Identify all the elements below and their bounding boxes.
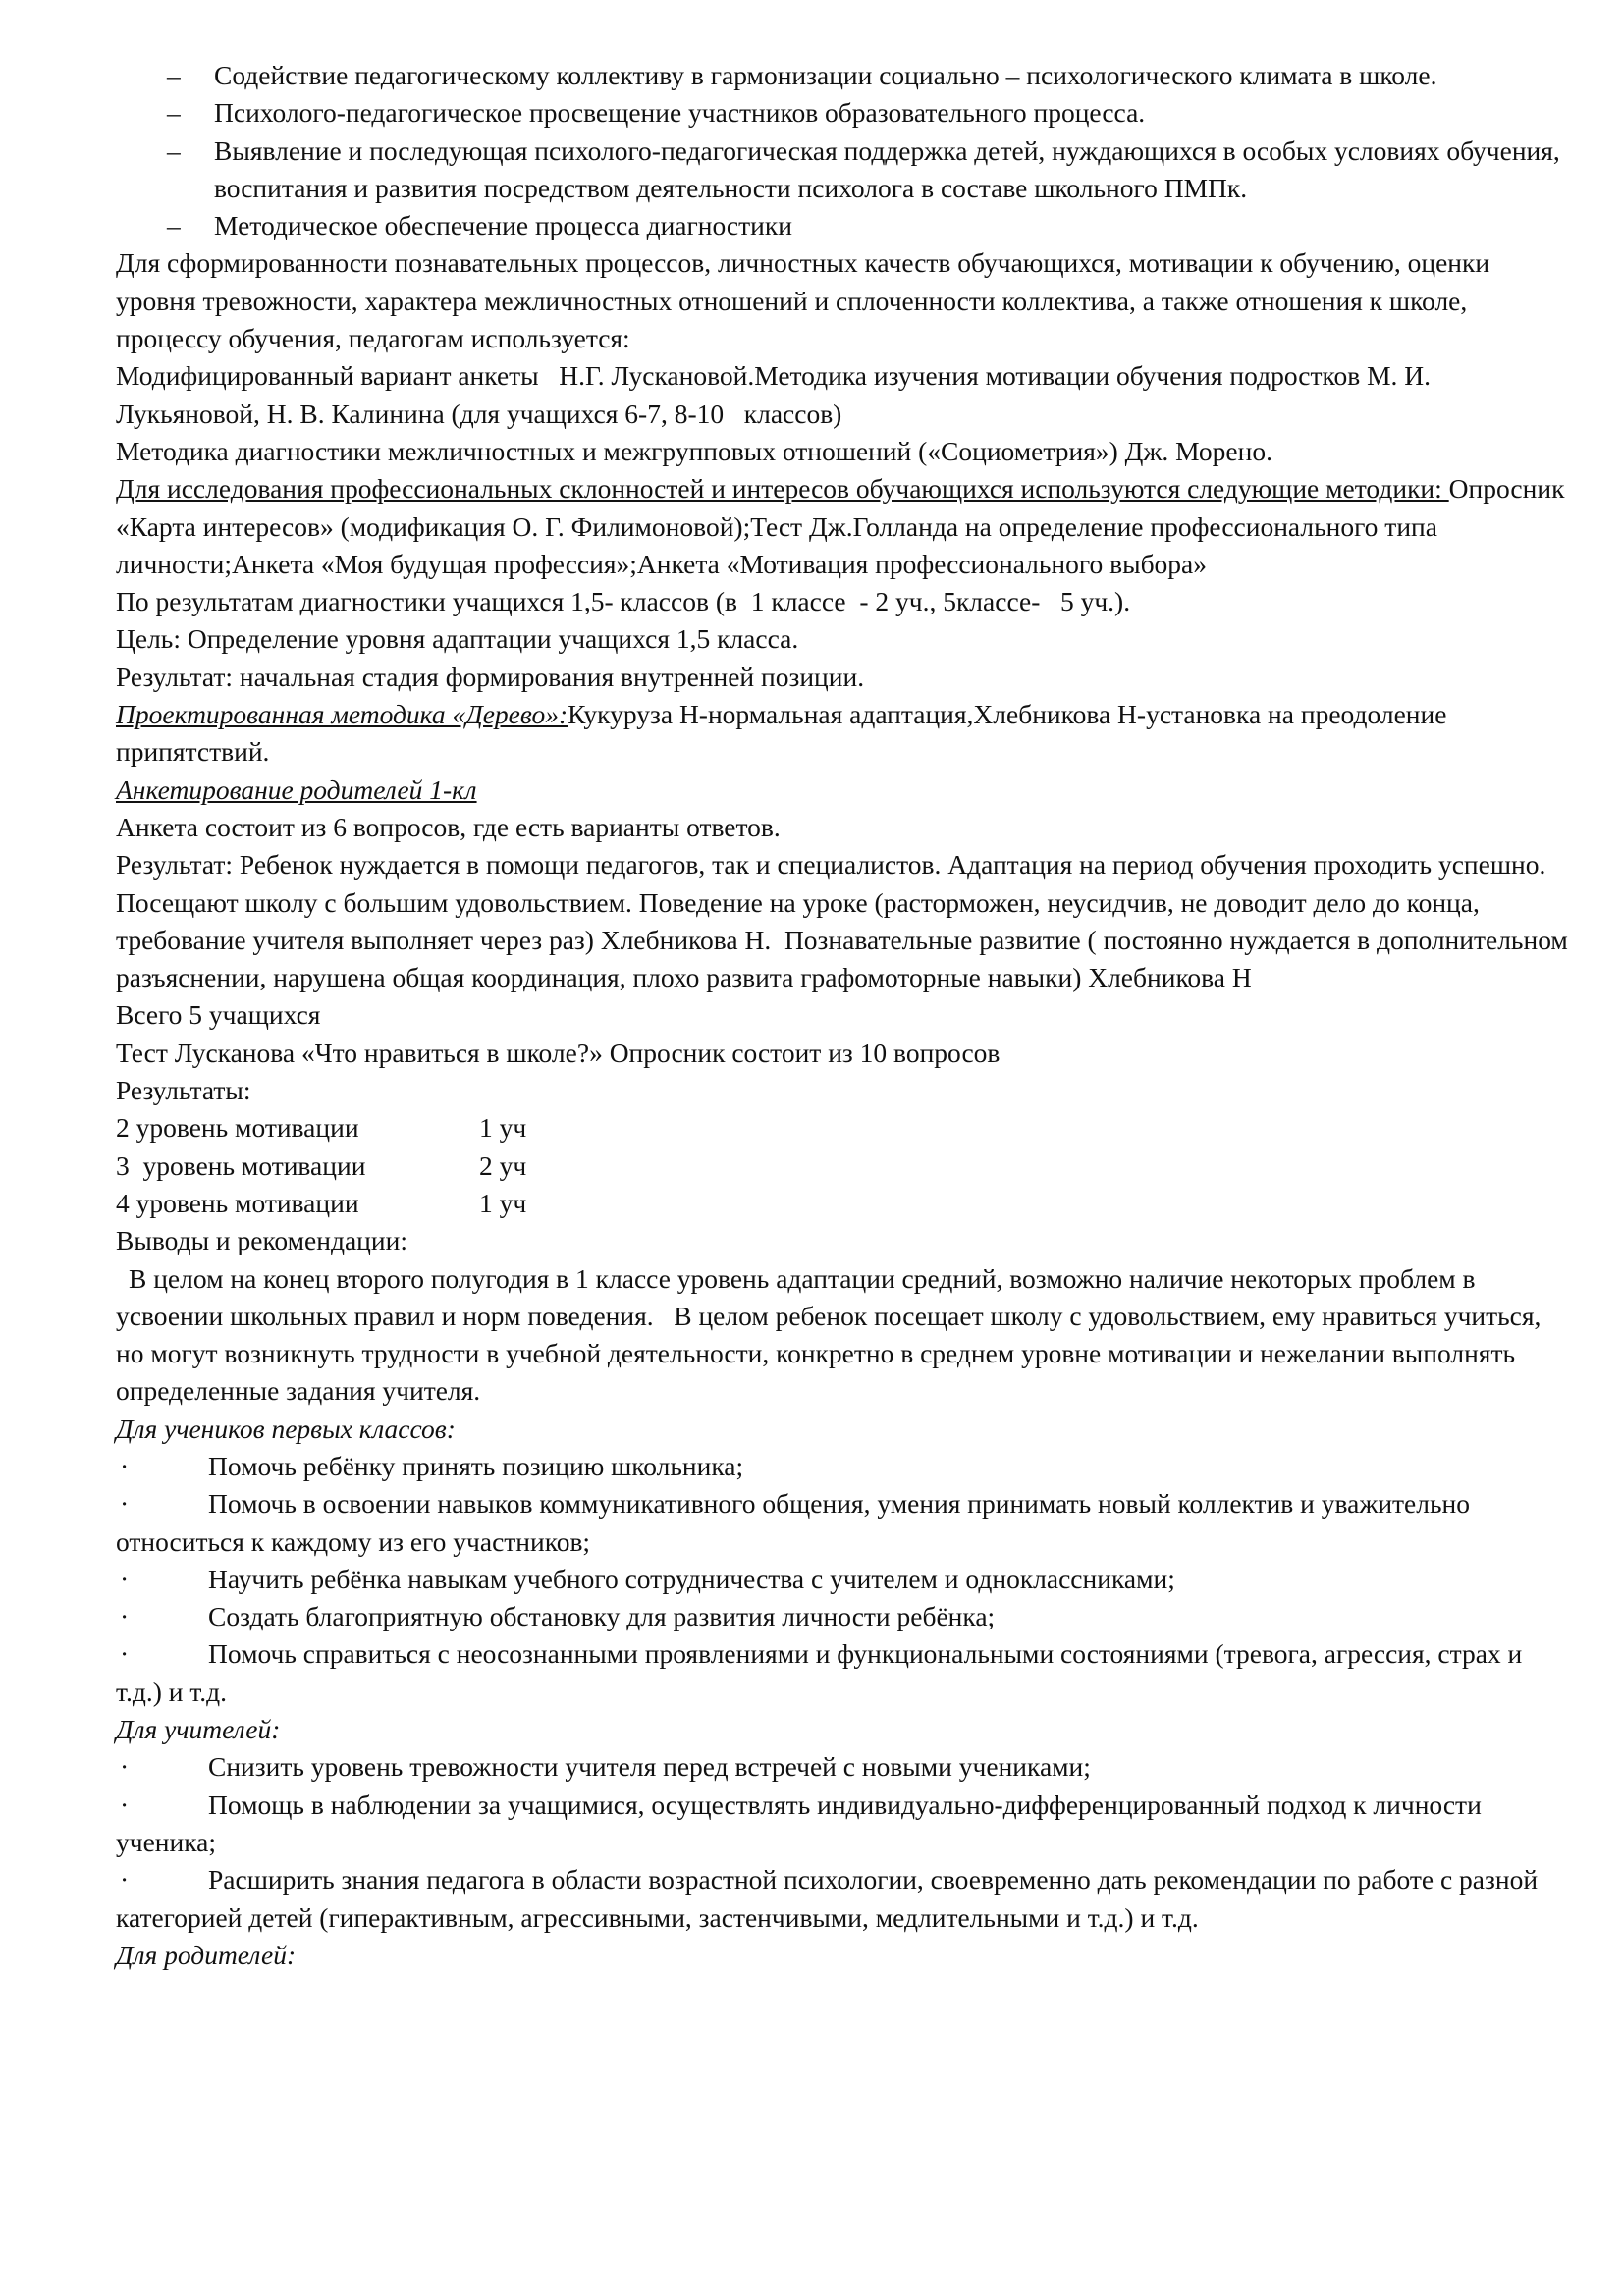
parents-survey-title: Анкетирование родителей 1-кл — [116, 774, 477, 805]
level-label: 2 уровень мотивации — [116, 1112, 359, 1144]
students-recommendation: · Помочь в освоении навыков коммуникативного общения, умения принимать новый коллектив и уважительно относиться к каждому из его участников; — [116, 1485, 1569, 1561]
dash-bullet-icon: – — [167, 210, 181, 241]
intro-bullet: – Содействие педагогическому коллективу в гармонизации социально – психологического климата в школе. — [116, 57, 1569, 94]
level-label: 3 уровень мотивации — [116, 1149, 366, 1181]
teachers-recommendation: · Помощь в наблюдении за учащимися, осуществлять индивидуально-дифференцированный подход к личности ученика; — [116, 1787, 1569, 1862]
results-label: Результаты: — [116, 1075, 251, 1106]
dot-bullet-icon: · — [120, 1488, 130, 1520]
dash-bullet-icon: – — [167, 60, 181, 90]
students-recommendation: · Научить ребёнка навыкам учебного сотрудничества с учителем и одноклассниками; — [116, 1561, 1569, 1598]
teachers-section-title: Для учителей: — [116, 1714, 281, 1745]
parents-section-title: Для родителей: — [116, 1939, 297, 1970]
intro-bullet: – Методическое обеспечение процесса диагностики — [116, 207, 1569, 244]
students-recommendation: · Помочь ребёнку принять позицию школьника; — [116, 1448, 1569, 1485]
level-count: 1 уч — [479, 1187, 527, 1218]
goal: Цель: Определение уровня адаптации учащихся 1,5 класса. — [116, 623, 799, 655]
dash-bullet-icon: – — [167, 134, 181, 166]
teachers-recommendation: · Снизить уровень тревожности учителя перед встречей с новыми учениками; — [116, 1748, 1569, 1786]
teachers-recommendation: · Расширить знания педагога в области возрастной психологии, своевременно дать рекомендации по работе с разной категорией детей (гиперактивным, агрессивными, застенчивыми, медлительными и т.д.) и т.д. — [116, 1861, 1569, 1937]
survey-result: Результат: Ребенок нуждается в помощи педагогов, так и специалистов. Адаптация на период обучения проходить успешно. Посещают школу с большим удовольствием. Поведение на уроке (расторможен, неусидчив, не доводит дело до конца, требование учителя выполняет через раз) Хлебникова Н. Познавательные развитие ( постоянно нуждается в дополнительном разъяснении, нарушена общая координация, плохо развита графомоторные навыки) Хлебникова Н — [116, 849, 1575, 993]
level-count: 2 уч — [479, 1149, 527, 1181]
dot-bullet-icon: · — [120, 1450, 130, 1481]
motivation-level-row — [116, 1148, 1569, 1185]
methods-line-2: Методика диагностики межличностных и межгрупповых отношений («Социометрия») Дж. Морено. — [116, 435, 1272, 466]
tree-method-paragraph: Проектированная методика «Дерево»:Кукуруза Н-нормальная адаптация,Хлебникова Н-установка на преодоление припятствий. — [116, 699, 1461, 768]
dot-bullet-icon: · — [120, 1638, 130, 1670]
students-recommendation: · Помочь справиться с неосознанными проявлениями и функциональными состояниями (тревога, агрессия, страх и т.д.) и т.д. — [116, 1635, 1569, 1711]
motivation-level-row — [116, 1185, 1569, 1222]
professional-methods-paragraph: Для исследования профессиональных склонностей и интересов обучающихся используются следующие методики: Опросник «Карта интересов» (модификация О. Г. Филимоновой);Тест Дж.Голланда на определение профессионального типа личности;Анкета «Моя будущая профессия»;Анкета «Мотивация профессионального выбора» — [116, 473, 1572, 579]
methods-line-1: Модифицированный вариант анкеты Н.Г. Лускановой.Методика изучения мотивации обучения подростков М. И. Лукьяновой, Н. В. Калинина (для учащихся 6-7, 8-10 классов) — [116, 360, 1437, 429]
methods-paragraph: Для сформированности познавательных процессов, личностных качеств обучающихся, мотивации к обучению, оценки уровня тревожности, характера межличностных отношений и сплоченности коллектива, а также отношения к школе, процессу обучения, педагогам используется: — [116, 247, 1496, 354]
dot-bullet-icon: · — [120, 1601, 130, 1632]
total-students: Всего 5 учащихся — [116, 999, 321, 1031]
result-line: Результат: начальная стадия формирования внутренней позиции. — [116, 661, 865, 692]
dot-bullet-icon: · — [120, 1789, 130, 1820]
students-section-title: Для учеников первых классов: — [116, 1413, 456, 1444]
professional-methods-heading: Для исследования профессиональных склонностей и интересов обучающихся используются следующие методики: — [116, 473, 1449, 505]
survey-description: Анкета состоит из 6 вопросов, где есть варианты ответов. — [116, 811, 781, 842]
tree-method-title: Проектированная методика «Дерево»: — [116, 699, 568, 730]
dot-bullet-icon: · — [120, 1864, 130, 1896]
dot-bullet-icon: · — [120, 1751, 130, 1783]
diagnostics-results: По результатам диагностики учащихся 1,5- классов (в 1 классе - 2 уч., 5классе- 5 уч.). — [116, 586, 1131, 617]
motivation-level-row — [116, 1109, 1569, 1147]
level-count: 1 уч — [479, 1112, 527, 1144]
test-description: Тест Лусканова «Что нравиться в школе?» Опросник состоит из 10 вопросов — [116, 1037, 1001, 1068]
dash-bullet-icon: – — [167, 97, 181, 129]
level-label: 4 уровень мотивации — [116, 1187, 359, 1218]
students-recommendation: · Создать благоприятную обстановку для развития личности ребёнка; — [116, 1598, 1569, 1635]
intro-bullet: – Выявление и последующая психолого-педагогическая поддержка детей, нуждающихся в особых условиях обучения, воспитания и развития посредством деятельности психолога в составе школьного ПМПк. — [116, 133, 1569, 208]
document-page — [116, 57, 1575, 1974]
conclusions-text: В целом на конец второго полугодия в 1 классе уровень адаптации средний, возможно наличие некоторых проблем в усвоении школьных правил и норм поведения. В целом ребенок посещает школу с удовольствием, ему нравиться учиться, но могут возникнуть трудности в учебной деятельности, конкретно в среднем уровне мотивации и нежелании выполнять определенные задания учителя. — [116, 1262, 1548, 1407]
dot-bullet-icon: · — [120, 1563, 130, 1594]
intro-bullet: – Психолого-педагогическое просвещение участников образовательного процесса. — [116, 94, 1569, 132]
conclusions-label: Выводы и рекомендации: — [116, 1225, 407, 1256]
